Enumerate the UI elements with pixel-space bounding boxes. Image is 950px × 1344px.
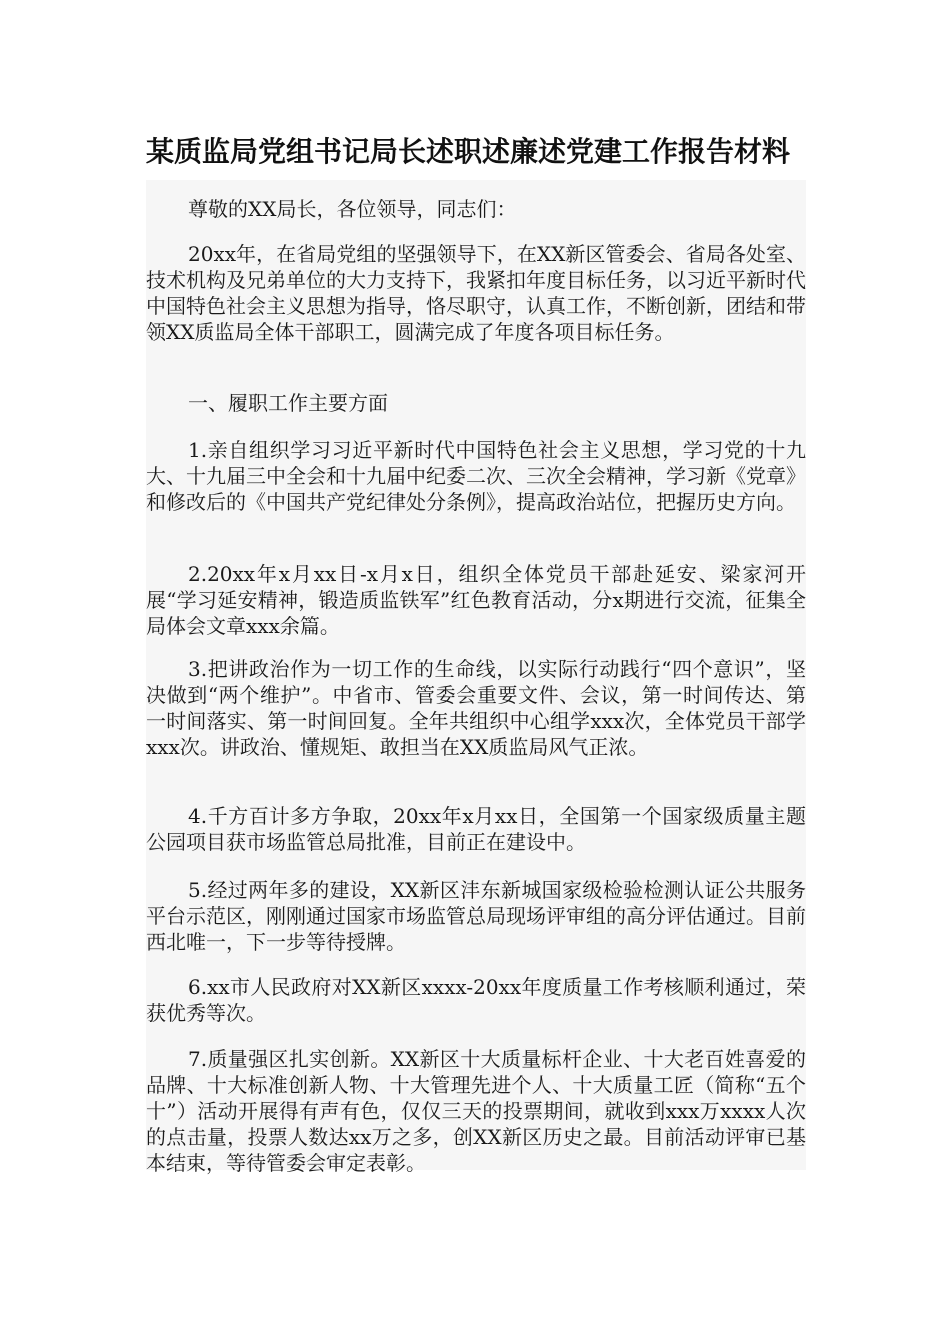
item-paragraph-5: 5.经过两年多的建设，XX新区沣东新城国家级检验检测认证公共服务平台示范区，刚刚通过国家市场监管总局现场评审组的高分评估通过。目前西北唯一，下一步等待授牌。	[146, 878, 806, 954]
intro-paragraph: 20xx年，在省局党组的坚强领导下，在XX新区管委会、省局各处室、技术机构及兄弟单位的大力支持下，我紧扣年度目标任务，以习近平新时代中国特色社会主义思想为指导，恪尽职守，认真工作，不断创新，团结和带领XX质监局全体干部职工，圆满完成了年度各项目标任务。	[146, 242, 806, 344]
item-paragraph-2: 2.20xx年x月xx日-x月x日，组织全体党员干部赴延安、梁家河开展“学习延安精神，锻造质监铁军”红色教育活动，分x期进行交流，征集全局体会文章xxx余篇。	[146, 562, 806, 638]
section-heading: 一、履职工作主要方面	[188, 391, 388, 415]
item-paragraph-6: 6.xx市人民政府对XX新区xxxx-20xx年度质量工作考核顺利通过，荣获优秀等次。	[146, 975, 806, 1025]
document-title: 某质监局党组书记局长述职述廉述党建工作报告材料	[146, 135, 791, 168]
item-paragraph-3: 3.把讲政治作为一切工作的生命线，以实际行动践行“四个意识”，坚决做到“两个维护”。中省市、管委会重要文件、会议，第一时间传达、第一时间落实、第一时间回复。全年共组织中心组学xxx次，全体党员干部学xxx次。讲政治、懂规矩、敢担当在XX质监局风气正浓。	[146, 657, 806, 759]
item-paragraph-7: 7.质量强区扎实创新。XX新区十大质量标杆企业、十大老百姓喜爱的品牌、十大标准创新人物、十大管理先进个人、十大质量工匠（简称“五个十”）活动开展得有声有色，仅仅三天的投票期间，就收到xxx万xxxx人次的点击量，投票人数达xx万之多，创XX新区历史之最。目前活动评审已基本结束，等待管委会审定表彰。	[146, 1047, 806, 1175]
salutation: 尊敬的XX局长，各位领导，同志们：	[188, 197, 517, 221]
item-paragraph-1: 1.亲自组织学习习近平新时代中国特色社会主义思想，学习党的十九大、十九届三中全会和十九届中纪委二次、三次全会精神，学习新《党章》和修改后的《中国共产党纪律处分条例》，提高政治站位，把握历史方向。	[146, 438, 806, 514]
item-paragraph-4: 4.千方百计多方争取，20xx年x月xx日，全国第一个国家级质量主题公园项目获市场监管总局批准，目前正在建设中。	[146, 804, 806, 854]
